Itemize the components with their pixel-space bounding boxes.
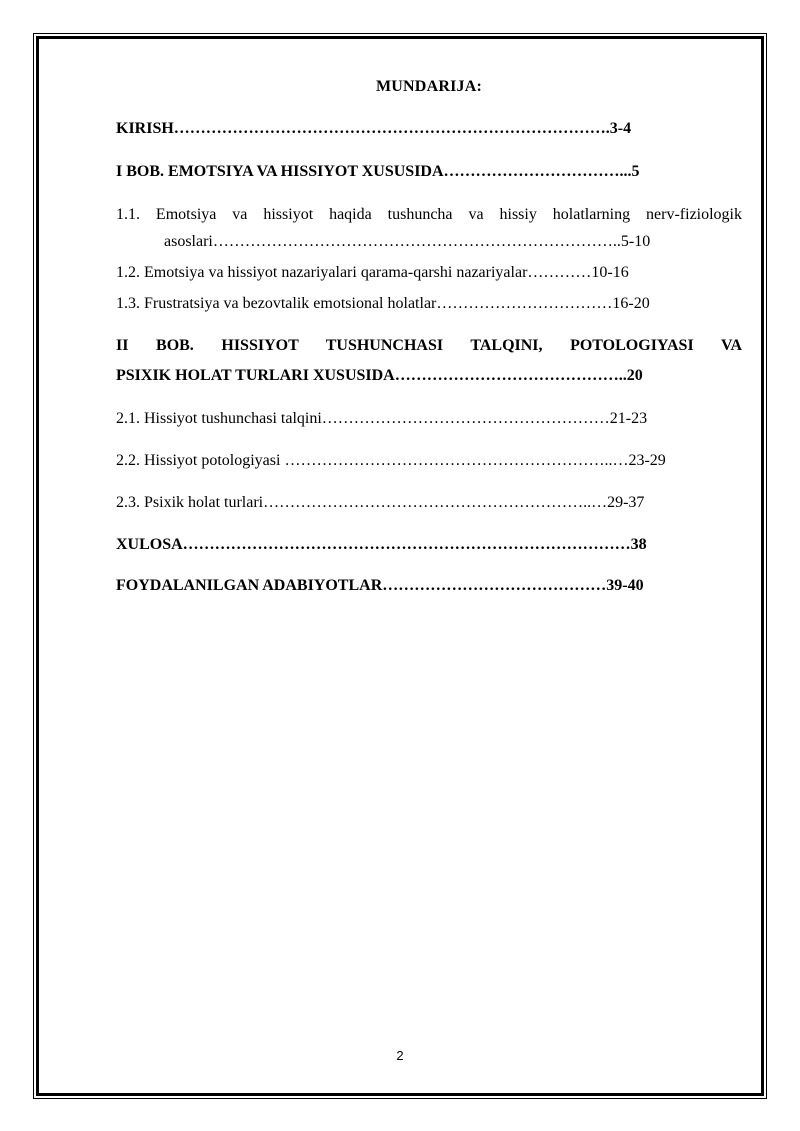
toc-entry-xulosa: XULOSA…………………………………………………………………………38 — [116, 536, 647, 553]
toc-entry-1-1-line-2: asoslari…………………………………………………………………..5-10 — [164, 233, 651, 250]
toc-entry-kirish: KIRISH……………………………………………………………………….3-4 — [116, 120, 632, 137]
toc-title: MUNDARIJA: — [376, 78, 482, 95]
toc-entry-2-1: 2.1. Hissiyot tushunchasi talqini………………………………………………21-23 — [116, 410, 648, 427]
table-of-contents — [116, 78, 742, 597]
toc-entry-1-1-line-1: 1.1. Emotsiya va hissiyot haqida tushuncha va hissiy holatlarning nerv-fiziologik — [116, 206, 742, 223]
toc-entry-chapter-2-line-1: II BOB. HISSIYOT TUSHUNCHASI TALQINI, POTOLOGIYASI VA — [116, 337, 742, 354]
toc-entry-chapter-2-line-2: PSIXIK HOLAT TURLARI XUSUSIDA……………………………………..20 — [116, 367, 643, 384]
toc-entry-1-3: 1.3. Frustratsiya va bezovtalik emotsional holatlar……………………………16-20 — [116, 295, 650, 312]
toc-entry-2-2: 2.2. Hissiyot potologiyasi ……………………………………………………..…23-29 — [116, 452, 666, 469]
page-number: 2 — [396, 1048, 404, 1063]
toc-entry-chapter-1: I BOB. EMOTSIYA VA HISSIYOT XUSUSIDA……………………………...5 — [116, 163, 640, 180]
toc-entry-foydalanilgan-adabiyotlar: FOYDALANILGAN ADABIYOTLAR……………………………………39-40 — [116, 577, 644, 594]
toc-entry-1-2: 1.2. Emotsiya va hissiyot nazariyalari qarama-qarshi nazariyalar…………10-16 — [116, 264, 629, 281]
toc-entry-2-3: 2.3. Psixik holat turlari……………………………………………………..…29-37 — [116, 494, 645, 511]
